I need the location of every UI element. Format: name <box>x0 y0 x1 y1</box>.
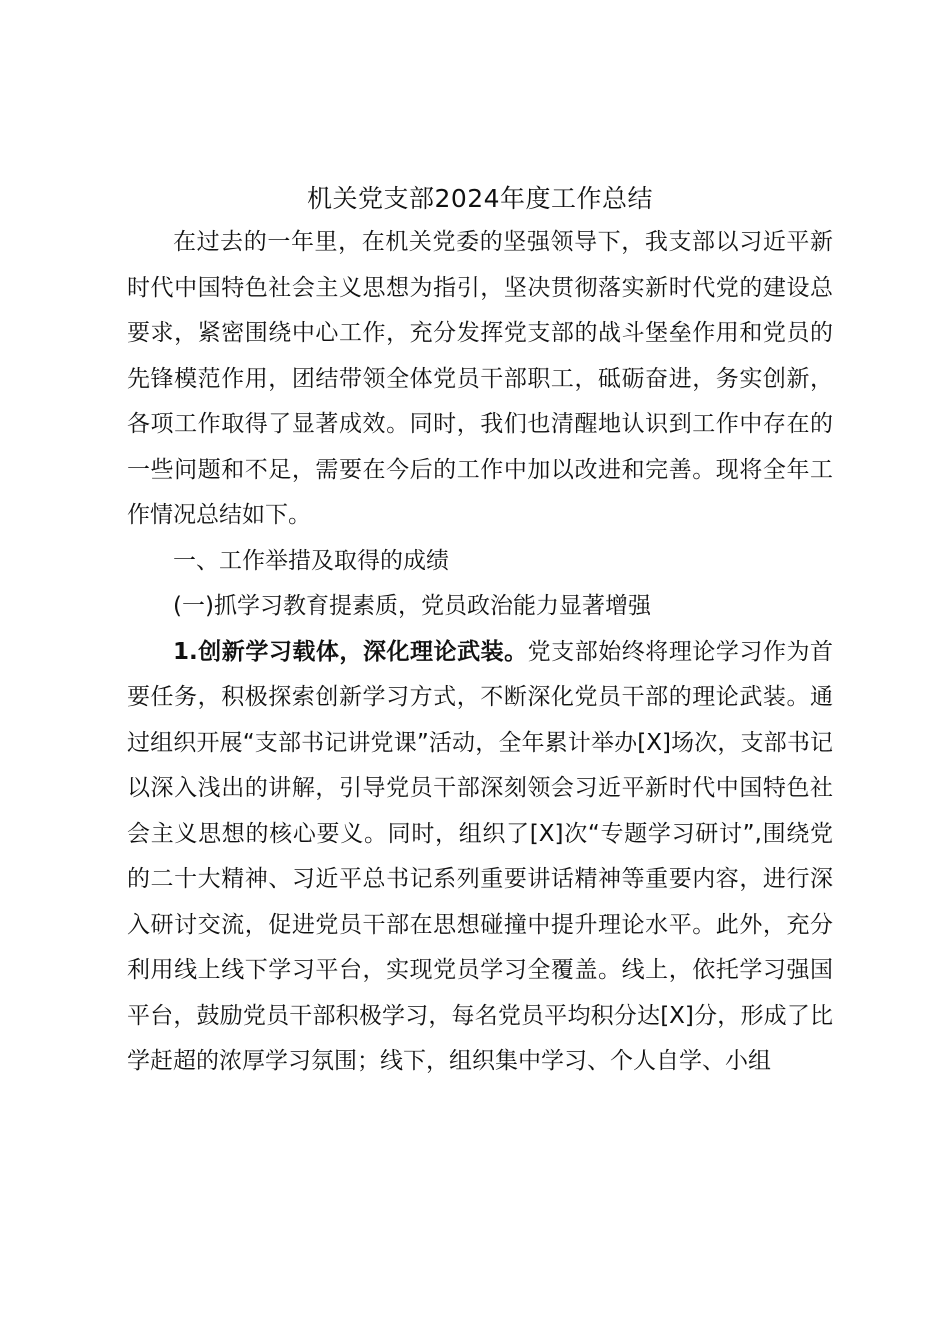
intro-paragraph: 在过去的一年里，在机关党委的坚强领导下，我支部以习近平新时代中国特色社会主义思想为指引，坚决贯彻落实新时代党的建设总要求，紧密围绕中心工作，充分发挥党支部的战斗堡垒作用和党员的先锋模范作用，团结带领全体党员干部职工，砥砺奋进，务实创新，各项工作取得了显著成效。同时，我们也清醒地认识到工作中存在的一些问题和不足，需要在今后的工作中加以改进和完善。现将全年工作情况总结如下。 <box>127 229 833 528</box>
document-title: 机关党支部2024年度工作总结 <box>306 184 654 213</box>
item-paragraph-1 <box>127 630 833 1085</box>
section-heading-1: 一、工作举措及取得的成绩 <box>173 547 449 574</box>
item-1-lead: 1.创新学习载体，深化理论武装。 <box>173 638 528 665</box>
subsection-heading-1: (一)抓学习教育提素质，党员政治能力显著增强 <box>173 593 651 619</box>
item-1-body: 党支部始终将理论学习作为首要任务，积极探索创新学习方式，不断深化党员干部的理论武装。通过组织开展“支部书记讲党课”活动，全年累计举办[X]场次，支部书记以深入浅出的讲解，引导党员干部深刻领会习近平新时代中国特色社会主义思想的核心要义。同时，组织了[X]次“专题学习研讨”,围绕党的二十大精神、习近平总书记系列重要讲话精神等重要内容，进行深入研讨交流，促进党员干部在思想碰撞中提升理论水平。此外，充分利用线上线下学习平台，实现党员学习全覆盖。线上，依托学习强国平台，鼓励党员干部积极学习，每名党员平均积分达[X]分，形成了比学赶超的浓厚学习氛围；线下，组织集中学习、个人自学、小组 <box>127 638 834 1074</box>
document-body <box>127 178 833 1085</box>
